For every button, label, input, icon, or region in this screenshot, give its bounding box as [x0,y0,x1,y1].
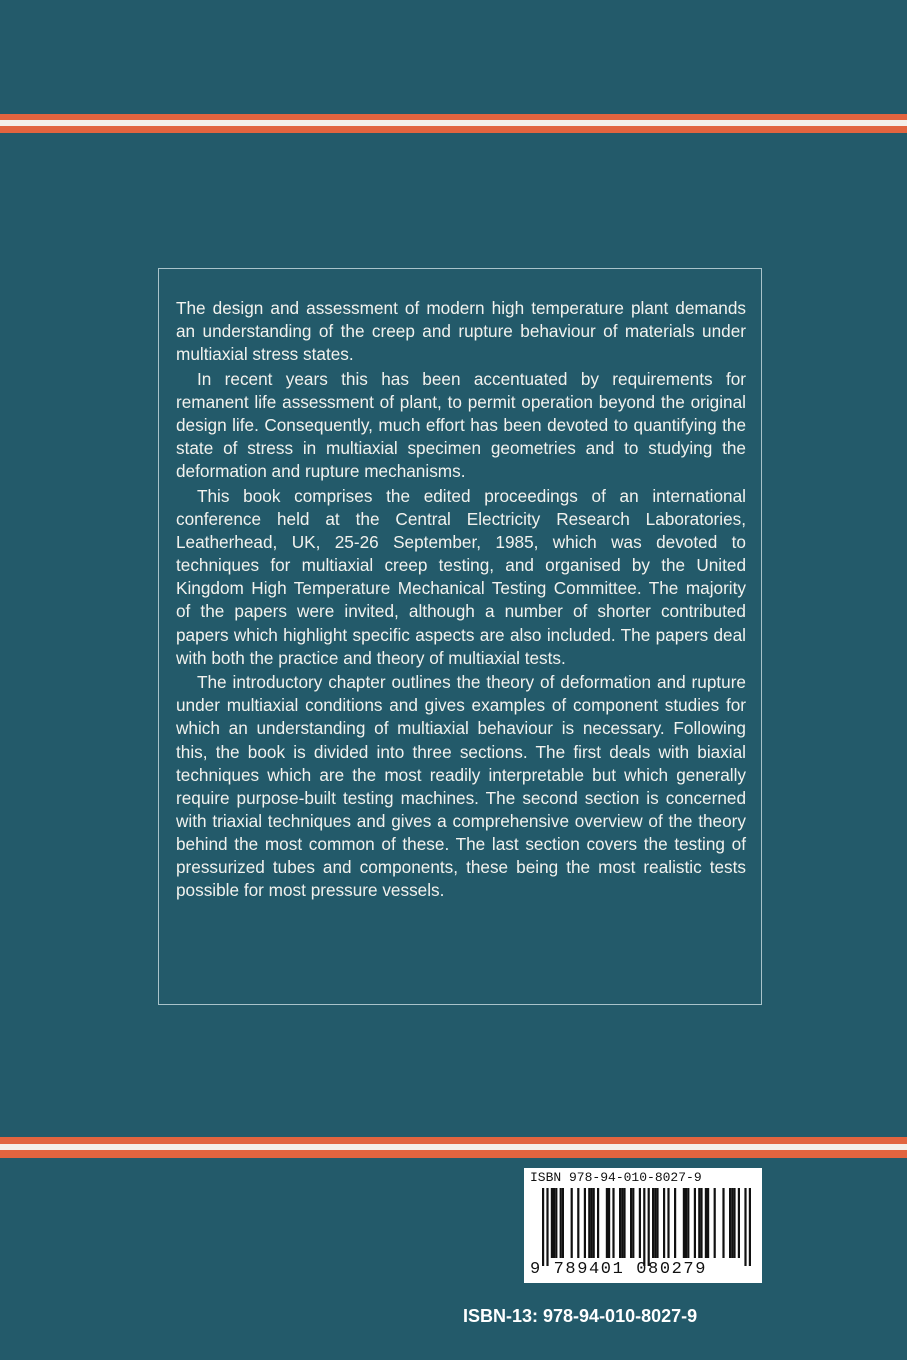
barcode-bar [590,1188,592,1258]
barcode-bar [597,1188,599,1258]
isbn-13-label: ISBN-13: 978-94-010-8027-9 [463,1306,698,1326]
barcode-bar [608,1188,610,1258]
barcode-bar [577,1188,579,1258]
back-cover-blurb [176,297,746,904]
barcode-bar [685,1188,687,1258]
barcode-bar [542,1188,544,1266]
barcode-bar [553,1188,555,1258]
barcode-bar [621,1188,623,1258]
barcode-bar [700,1188,702,1258]
barcode-bar [749,1188,751,1266]
bottom-stripes [0,1137,907,1158]
barcode-bar [714,1188,716,1258]
barcode-bar [744,1188,746,1266]
barcode-bar [652,1188,654,1258]
barcode-bar [619,1188,621,1258]
barcode-bar [632,1188,634,1258]
barcode-bar [687,1188,689,1258]
barcode-bar [694,1188,696,1258]
barcode-bar [722,1188,724,1258]
barcode-bar [663,1188,665,1258]
barcode-bar [593,1188,595,1258]
barcode-bar [648,1188,650,1266]
blurb-paragraph-2: In recent years this has been accentuated by requirements for remanent life assessment of plant, to permit operation beyond the original design life. Consequently, much effort has been devoted to quantifying the state of stress in multiaxial specimen geometries and to studying the deformation and rupture mechanisms. [176,368,746,482]
barcode-bar [683,1188,685,1258]
top-stripe-orange-2 [0,126,907,133]
barcode-bar [698,1188,700,1258]
barcode-isbn-label: ISBN 978-94-010-8027-9 [530,1170,702,1185]
barcode-bar [546,1188,548,1266]
barcode-bar [588,1188,590,1258]
barcode-bar [656,1188,658,1258]
barcode-bar [555,1188,557,1258]
barcode-bar [606,1188,608,1258]
barcode-bar [639,1188,641,1258]
blurb-paragraph-1: The design and assessment of modern high temperature plant demands an understanding of the creep and rupture behaviour of materials under multiaxial stress states. [176,298,746,365]
blurb-paragraph-4: The introductory chapter outlines the theory of deformation and rupture under multiaxial conditions and gives examples of component studies for which an understanding of multiaxial behaviour is necessary. Following this, the book is divided into three sections. The first deals with biaxial techniques which are the most readily interpretable but which generally require purpose-built testing machines. The second section is concerned with triaxial techniques and gives a comprehensive overview of the theory behind the most common of these. The last section covers the testing of pressurized tubes and components, these being the most realistic tests possible for most pressure vessels. [176,672,746,901]
top-stripes [0,114,907,133]
isbn-barcode [524,1168,762,1283]
barcode-bar [643,1188,645,1266]
barcode-bar [738,1188,740,1258]
barcode-bar [560,1188,562,1258]
barcode-ean-digits: 9 789401 080279 [530,1260,708,1279]
barcode-bar [731,1188,733,1258]
bottom-stripe-orange-1 [0,1137,907,1144]
bottom-stripe-orange-2 [0,1150,907,1158]
barcode-bar [623,1188,625,1258]
barcode-bar [612,1188,614,1258]
barcode-bar [654,1188,656,1258]
barcode-bar [571,1188,573,1258]
barcode-bar [584,1188,586,1258]
blurb-paragraph-3: This book comprises the edited proceedings of an international conference held at the Central Electricity Research Laboratories, Leatherhead, UK, 25-26 September, 1985, which was devoted to techniques for multiaxial creep testing, and organised by the United Kingdom High Temperature Mechanical Testing Committee. The majority of the papers were invited, although a number of shorter contributed papers which highlight specific aspects are also included. The papers deal with both the practice and theory of multiaxial tests. [176,485,746,668]
barcode-bar [707,1188,709,1258]
barcode-bar [630,1188,632,1258]
barcode-bar [733,1188,735,1258]
barcode-bar [562,1188,564,1258]
barcode-bar [667,1188,669,1258]
barcode-bar [705,1188,707,1258]
barcode-bar [674,1188,676,1258]
barcode-bar [551,1188,553,1258]
barcode-bar [729,1188,731,1258]
